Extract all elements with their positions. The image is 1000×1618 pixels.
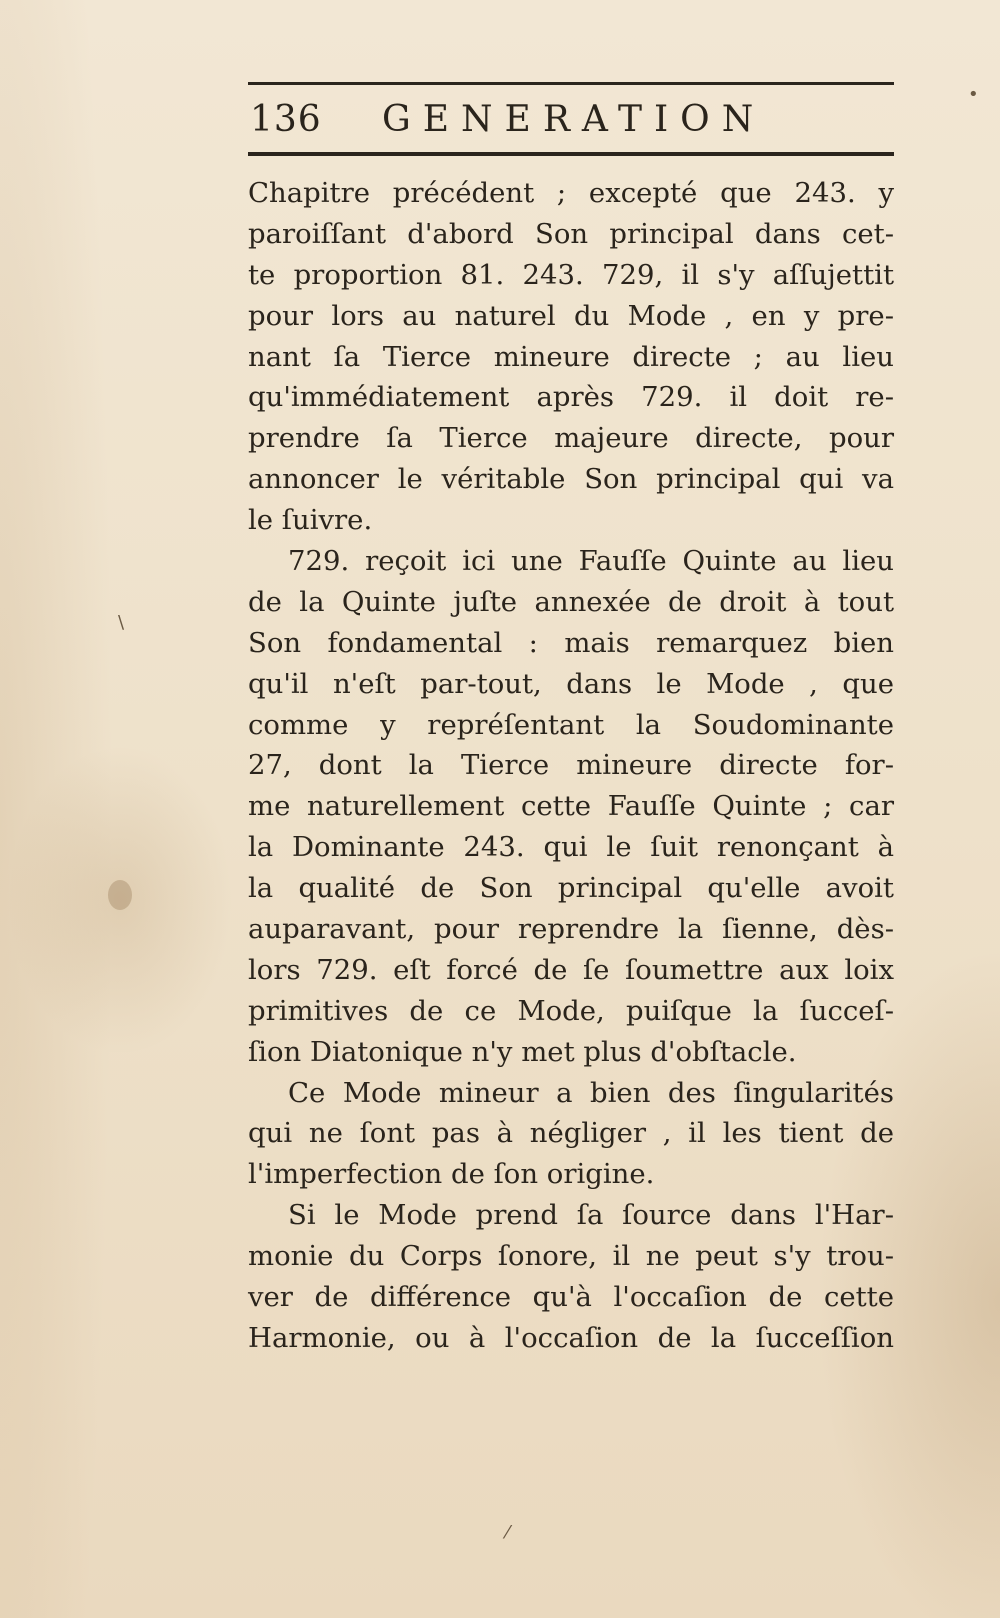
text-line: l'imperfection de ſon origine. xyxy=(248,1158,655,1191)
text-line: auparavant, pour reprendre la ſienne, dès- xyxy=(248,913,894,946)
margin-mark: \ xyxy=(118,612,125,633)
text-line: primitives de ce Mode, puiſque la ſucceſ- xyxy=(248,994,894,1027)
page-number: 136 xyxy=(250,99,322,140)
text-line: le ſuivre. xyxy=(248,504,373,537)
text-line: comme y repréſentant la Soudominante xyxy=(248,708,894,741)
text-line: monie du Corps ſonore, il ne peut s'y trou- xyxy=(248,1240,894,1273)
text-line: pour lors au naturel du Mode , en y pre- xyxy=(248,299,894,332)
text-line: de la Quinte juſte annexée de droit à tout xyxy=(248,585,894,618)
header-bottom-rule xyxy=(248,152,894,156)
running-head xyxy=(248,72,894,162)
running-title: GENERATION xyxy=(382,99,766,140)
body-text xyxy=(248,173,894,1359)
text-line: prendre ſa Tierce majeure directe, pour xyxy=(248,422,894,455)
text-line: Si le Mode prend ſa ſource dans l'Har- xyxy=(288,1199,894,1232)
text-line: qu'immédiatement après 729. il doit re- xyxy=(248,381,894,414)
text-line: qui ne ſont pas à négliger , il les tient de xyxy=(248,1117,894,1150)
text-line: 27, dont la Tierce mineure directe for- xyxy=(248,749,894,782)
text-line: te proportion 81. 243. 729, il s'y aſſujettit xyxy=(248,258,894,291)
text-line: lors 729. eſt forcé de ſe ſoumettre aux loix xyxy=(248,953,894,986)
text-line: 729. reçoit ici une Fauſſe Quinte au lieu xyxy=(288,545,894,578)
text-line: la Dominante 243. qui le ſuit renonçant à xyxy=(248,831,894,864)
header-top-rule xyxy=(248,82,894,85)
text-line: Ce Mode mineur a bien des ſingularités xyxy=(288,1076,894,1109)
text-line: ſion Diatonique n'y met plus d'obſtacle. xyxy=(248,1035,797,1068)
text-line: annoncer le véritable Son principal qui va xyxy=(248,463,894,496)
margin-mark: ⁄ xyxy=(506,1522,510,1543)
text-line: Son fondamental : mais remarquez bien xyxy=(248,626,894,659)
text-line: la qualité de Son principal qu'elle avoit xyxy=(248,872,894,905)
text-line: me naturellement cette Fauſſe Quinte ; car xyxy=(248,790,894,823)
ink-speck: • xyxy=(968,84,979,105)
text-line: nant ſa Tierce mineure directe ; au lieu xyxy=(248,340,894,373)
text-line: paroiſſant d'abord Son principal dans cet- xyxy=(248,217,894,250)
text-line: Chapitre précédent ; excepté que 243. y xyxy=(248,177,894,209)
text-line: qu'il n'eſt par-tout, dans le Mode , que xyxy=(248,667,894,700)
text-line: ver de différence qu'à l'occaſion de cette xyxy=(248,1281,894,1314)
paper-stain xyxy=(108,880,132,910)
text-line: Harmonie, ou à l'occaſion de la ſucceſſion xyxy=(248,1321,894,1354)
